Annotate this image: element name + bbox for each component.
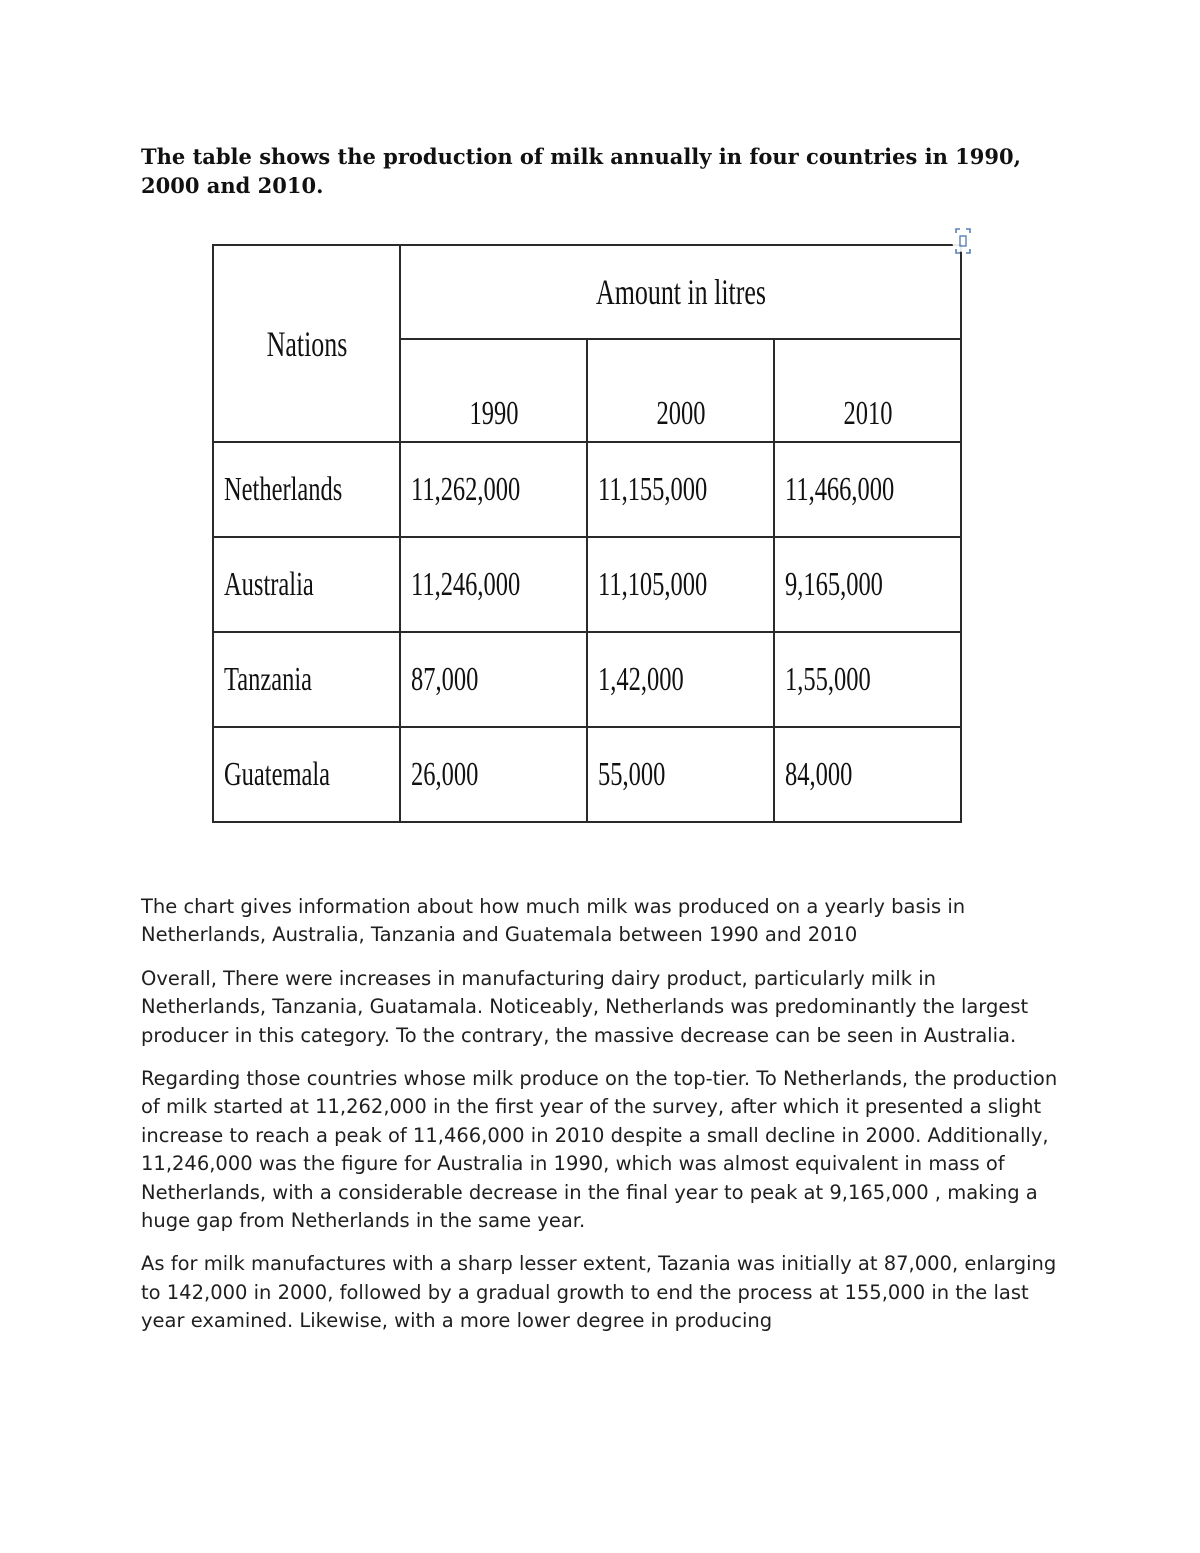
value-cell: 11,246,000 [400,537,587,632]
value-cell: 11,105,000 [587,537,774,632]
country-cell: Netherlands [213,442,400,537]
paragraph: Overall, There were increases in manufacturing dairy product, particularly milk in Netherlands, Tanzania, Guatamala. Noticeably, Netherlands was predominantly the largest producer in this category. To the contrary, the massive decrease can be seen in Australia. [141,966,1029,1047]
amount-header-cell [400,245,961,339]
table-row [213,537,961,632]
table-row [213,442,961,537]
paragraph: As for milk manufactures with a sharp lesser extent, Tazania was initially at 87,000, enlarging to 142,000 in 2000, followed by a gradual growth to end the process at 155,000 in the last year examined. Likewise, with a more lower degree in producing [141,1252,1057,1333]
value-cell: 9,165,000 [774,537,961,632]
table-row [213,727,961,822]
nations-header: Nations [266,323,347,364]
value-cell: 55,000 [587,727,774,822]
value-cell: 11,262,000 [400,442,587,537]
country-cell: Australia [213,537,400,632]
value-cell: 87,000 [400,632,587,727]
country-cell: Tanzania [213,632,400,727]
expand-icon[interactable] [951,224,975,258]
value-cell: 11,155,000 [587,442,774,537]
country-cell: Guatemala [213,727,400,822]
value-cell: 1,42,000 [587,632,774,727]
document-heading: The table shows the production of milk annually in four countries in 1990, 2000 and 2010. [141,144,1021,198]
paragraph: Regarding those countries whose milk produce on the top-tier. To Netherlands, the production of milk started at 11,262,000 in the first year of the survey, after which it presented a slight increase to reach a peak of 11,466,000 in 2010 despite a small decline in 2000. Additionally, 11,246,000 was the figure for Australia in 1990, which was almost equivalent in mass of Netherlands, with a considerable decrease in the final year to peak at 9,165,000 , making a huge gap from Netherlands in the same year. [141,1067,1058,1233]
nations-header-cell [213,245,400,442]
amount-header: Amount in litres [595,272,766,312]
year-header: 1990 [400,339,587,442]
year-header: 2000 [587,339,774,442]
value-cell: 11,466,000 [774,442,961,537]
value-cell: 26,000 [400,727,587,822]
essay-body [141,893,1066,1351]
value-cell: 1,55,000 [774,632,961,727]
paragraph: The chart gives information about how much milk was produced on a yearly basis in Netherlands, Australia, Tanzania and Guatemala between 1990 and 2010 [141,895,966,947]
milk-production-table [212,244,962,823]
value-cell: 84,000 [774,727,961,822]
year-header: 2010 [774,339,961,442]
table-row [213,632,961,727]
